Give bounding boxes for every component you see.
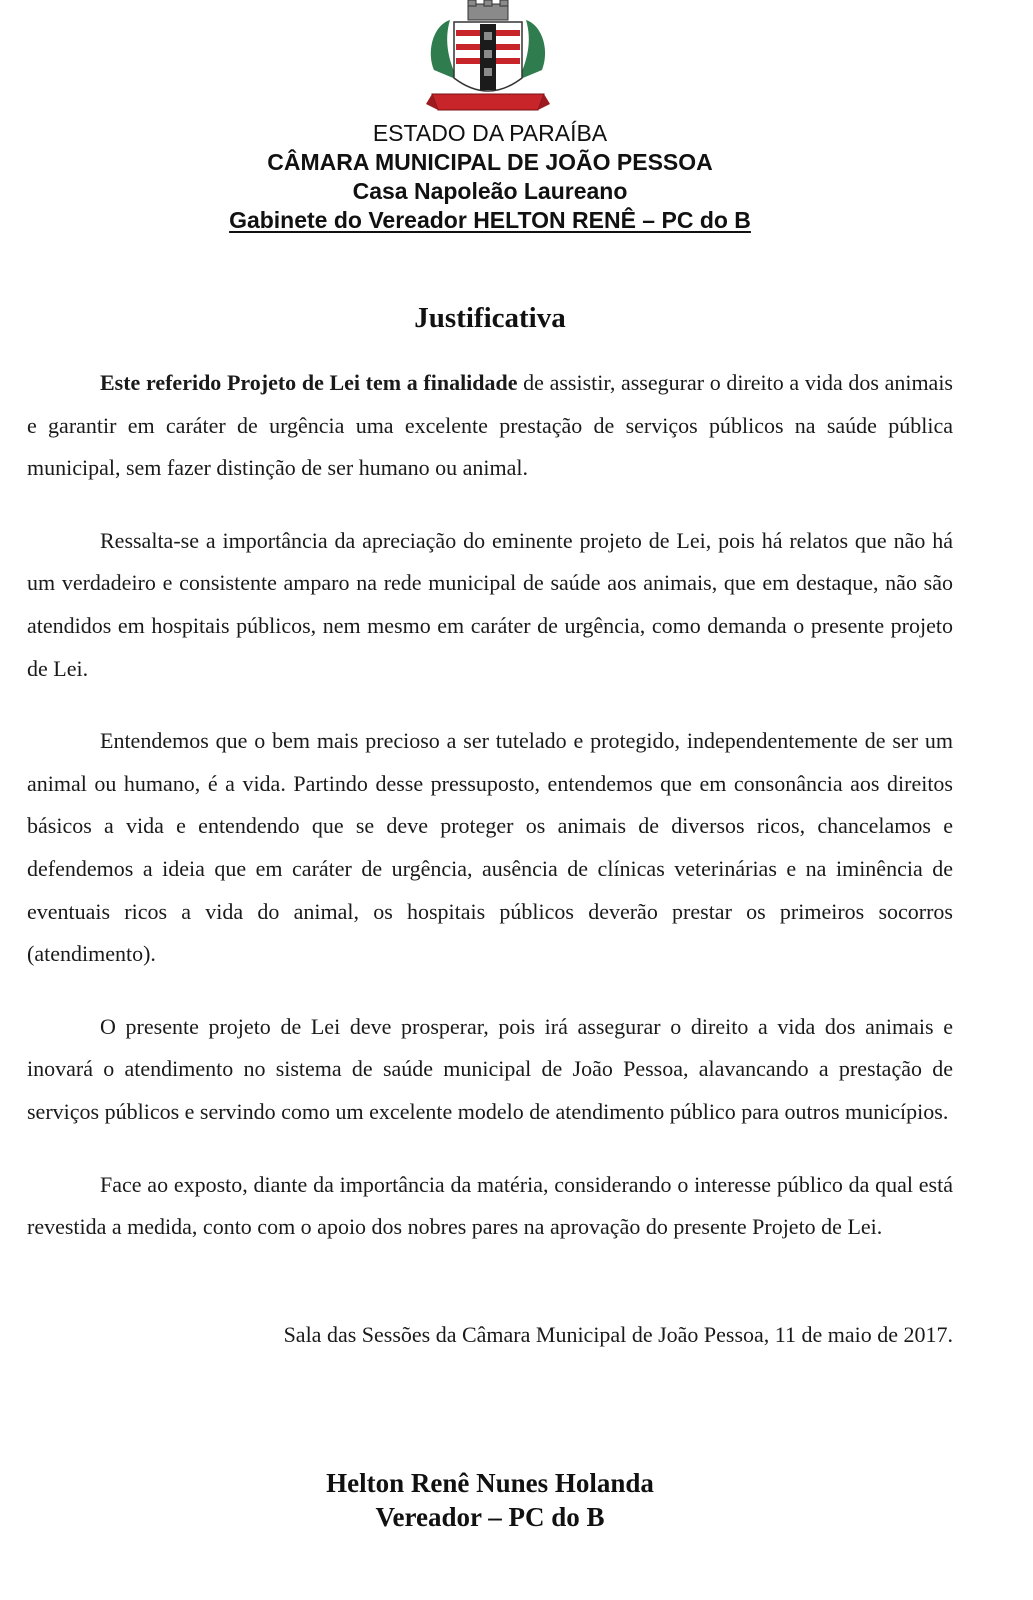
house-name: Casa Napoleão Laureano [352, 178, 628, 204]
coat-of-arms-icon [424, 0, 552, 120]
office-name: Gabinete do Vereador HELTON RENÊ – PC do B [229, 207, 751, 233]
paragraph-3: Entendemos que o bem mais precioso a ser tutelado e protegido, independentemente de ser um animal ou humano, é a vida. Partindo desse pressuposto, entendemos que em consonância aos direitos básicos a vida e entendendo que se deve proteger os animais de diversos ricos, chancelamos e defendemos a ideia que em caráter de urgência, ausência de clínicas veterinárias e na iminência de eventuais ricos a vida do animal, os hospitais públicos deverão prestar os primeiros socorros (atendimento). [27, 728, 953, 967]
signer-name: Helton Renê Nunes Holanda [326, 1468, 654, 1498]
place-and-date: Sala das Sessões da Câmara Municipal de João Pessoa, 11 de maio de 2017. [283, 1322, 953, 1347]
signature-block [0, 1466, 980, 1534]
chamber-name: CÂMARA MUNICIPAL DE JOÃO PESSOA [267, 149, 713, 175]
document-title: Justificativa [414, 302, 566, 334]
document-body [27, 362, 953, 1249]
paragraph-1 [27, 362, 953, 490]
paragraph-2: Ressalta-se a importância da apreciação do eminente projeto de Lei, pois há relatos que não há um verdadeiro e consistente amparo na rede municipal de saúde aos animais, que em destaque, não são atendidos em hospitais públicos, nem mesmo em caráter de urgência, como demanda o presente projeto de Lei. [27, 527, 953, 681]
signer-role: Vereador – PC do B [375, 1502, 605, 1532]
paragraph-4: O presente projeto de Lei deve prosperar, pois irá assegurar o direito a vida dos animais e inovará o atendimento no sistema de saúde municipal de João Pessoa, alavancando a prestação de serviços públicos e servindo como um excelente modelo de atendimento público para outros municípios. [27, 1013, 953, 1124]
letterhead [0, 119, 980, 235]
paragraph-5: Face ao exposto, diante da importância da matéria, considerando o interesse público da qual está revestida a medida, conto com o apoio dos nobres pares na aprovação do presente Projeto de Lei. [27, 1171, 953, 1240]
state-name: ESTADO DA PARAÍBA [372, 120, 608, 146]
paragraph-1-text: de assistir, assegurar o direito a vida dos animais e garantir em caráter de urgência uma excelente prestação de serviços públicos na saúde pública municipal, sem fazer distinção de ser humano ou animal. [27, 370, 953, 481]
paragraph-1-lead: Este referido Projeto de Lei tem a finalidade [100, 370, 518, 395]
